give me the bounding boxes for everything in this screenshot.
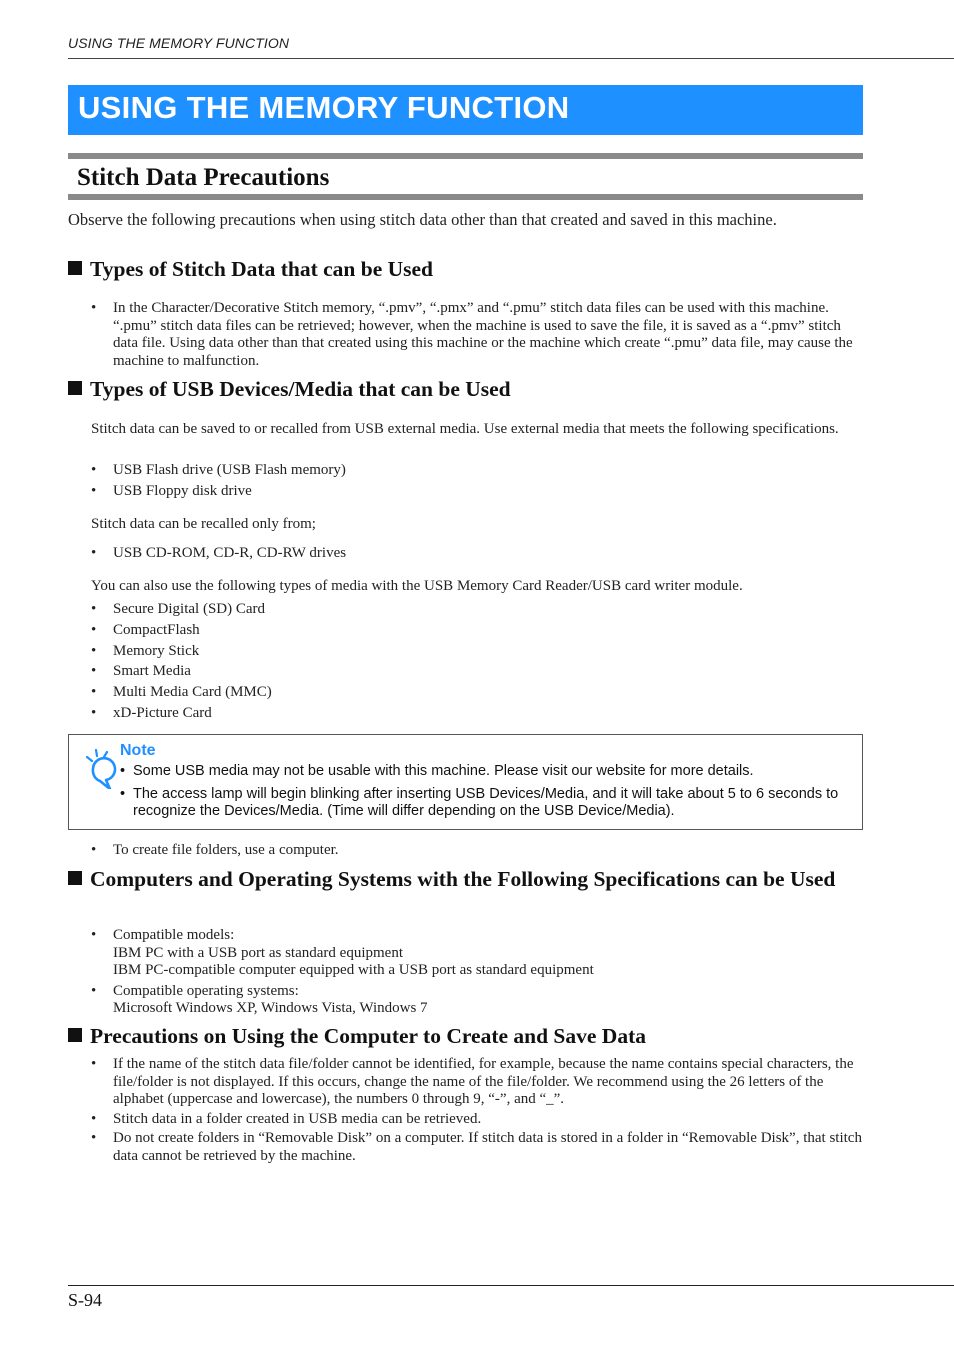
list-item: • USB CD-ROM, CD-R, CD-RW drives: [91, 543, 861, 564]
list-item: • CompactFlash: [91, 620, 861, 641]
list-item: • Memory Stick: [91, 641, 861, 662]
spec-label: • Compatible models:: [113, 927, 235, 943]
precautions-list: [91, 1056, 863, 1166]
note-box: [68, 734, 863, 830]
subheading-text: Types of USB Devices/Media that can be Used: [90, 377, 511, 401]
chapter-banner: [68, 85, 863, 135]
recall-only-text: Stitch data can be recalled only from;: [91, 516, 316, 532]
subheading-usb-devices: [68, 376, 511, 403]
note-item: • Some USB media may not be usable with this machine. Please visit our website for more details.: [120, 763, 850, 780]
subheading-stitch-data-types: [68, 256, 433, 283]
spec-line: Microsoft Windows XP, Windows Vista, Windows 7: [113, 1000, 428, 1017]
list-item: • USB Flash drive (USB Flash memory): [91, 460, 861, 481]
stitch-data-list: [91, 300, 863, 370]
note-list: [120, 763, 850, 826]
section-title: Stitch Data Precautions: [77, 164, 330, 191]
list-item: • Secure Digital (SD) Card: [91, 599, 861, 620]
subheading-text: Computers and Operating Systems with the Following Specifications can be Used: [90, 867, 836, 891]
square-bullet-icon: [68, 381, 82, 395]
footer-rule: [68, 1285, 954, 1286]
list-item: • Multi Media Card (MMC): [91, 682, 861, 703]
note-item: • The access lamp will begin blinking after inserting USB Devices/Media, and it will take about 5 to 6 seconds to recognize the Devices/Media. (Time will differ depending on the USB Device/Media).: [120, 786, 850, 820]
list-item: • To create file folders, use a computer.: [91, 842, 861, 860]
list-item: • Smart Media: [91, 661, 861, 682]
list-item: • If the name of the stitch data file/folder cannot be identified, for example, because the name contains special characters, the file/folder is not displayed. If this occurs, change the name of the file/folder. We recommend using the 26 letters of the alphabet (uppercase and lowercase), the numbers 0 through 9, “-”, and “_”.: [91, 1056, 863, 1109]
after-note-list: [91, 842, 861, 860]
chapter-title: USING THE MEMORY FUNCTION: [78, 90, 570, 125]
usb-intro-paragraph: Stitch data can be saved to or recalled from USB external media. Use external media that meets the following specifications.: [91, 421, 839, 437]
list-item: • Stitch data in a folder created in USB media can be retrieved.: [91, 1111, 863, 1129]
note-pin-icon: [83, 745, 117, 789]
header-rule: [68, 58, 954, 59]
list-item: • xD-Picture Card: [91, 703, 861, 724]
computer-spec-list: [91, 927, 861, 1018]
square-bullet-icon: [68, 871, 82, 885]
spec-line: IBM PC with a USB port as standard equipment: [113, 944, 403, 961]
subheading-text: Types of Stitch Data that can be Used: [90, 257, 434, 281]
list-item: • USB Floppy disk drive: [91, 481, 861, 502]
subheading-precautions: [68, 1023, 646, 1050]
list-item: • Do not create folders in “Removable Disk” on a computer. If stitch data is stored in a folder in “Removable Disk”, that stitch data cannot be retrieved by the machine.: [91, 1130, 863, 1165]
subheading-computers: [68, 866, 870, 893]
square-bullet-icon: [68, 1028, 82, 1042]
subheading-text: Precautions on Using the Computer to Create and Save Data: [90, 1024, 646, 1048]
note-title: Note: [120, 742, 156, 759]
spec-label: • Compatible operating systems:: [113, 982, 299, 999]
card-media-list: [91, 599, 861, 724]
running-header: USING THE MEMORY FUNCTION: [68, 35, 290, 51]
card-reader-text: You can also use the following types of media with the USB Memory Card Reader/USB card writer module.: [91, 578, 743, 594]
spec-line: IBM PC-compatible computer equipped with a USB port as standard equipment: [113, 962, 594, 979]
intro-paragraph: Observe the following precautions when using stitch data other than that created and saved in this machine.: [68, 210, 777, 229]
list-item: [91, 983, 861, 1018]
recall-device-list: [91, 543, 861, 564]
section-bar: [68, 153, 863, 200]
list-item: [91, 927, 861, 980]
square-bullet-icon: [68, 261, 82, 275]
list-item: • In the Character/Decorative Stitch memory, “.pmv”, “.pmx” and “.pmu” stitch data files can be used with this machine. “.pmu” stitch data files can be retrieved; however, when the machine is used to save the file, it is saved as a “.pmv” stitch data file. Using data other than that created using this machine or the machine which create “.pmu” data file, may cause the machine to malfunction.: [91, 300, 863, 370]
page-number: S-94: [68, 1290, 103, 1310]
usb-device-list: [91, 460, 861, 502]
